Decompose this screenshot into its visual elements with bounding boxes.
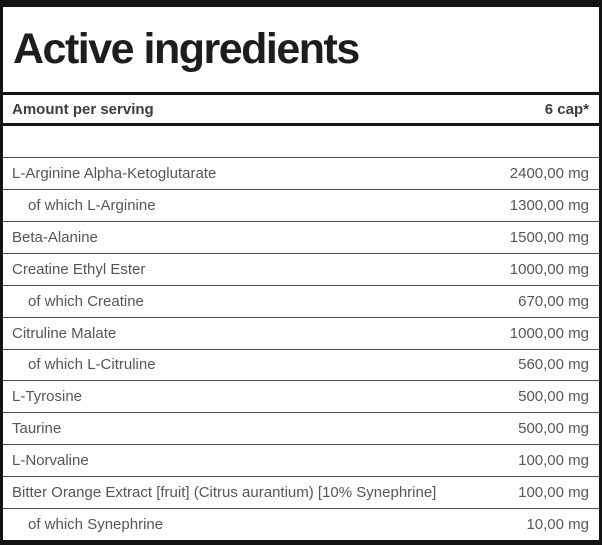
ingredient-amount: 100,00 mg bbox=[518, 484, 589, 502]
ingredient-amount: 10,00 mg bbox=[526, 516, 589, 534]
ingredient-name: L-Norvaline bbox=[12, 452, 89, 470]
ingredient-amount: 560,00 mg bbox=[518, 356, 589, 374]
ingredient-name: Bitter Orange Extract [fruit] (Citrus aurantium) [10% Synephrine] bbox=[12, 484, 437, 502]
table-row bbox=[3, 318, 599, 350]
page-title: Active ingredients bbox=[13, 25, 359, 73]
ingredient-name: L-Tyrosine bbox=[12, 388, 83, 406]
header-amount-per-serving: Amount per serving bbox=[12, 100, 154, 118]
table-row bbox=[3, 158, 599, 190]
ingredient-name: Creatine Ethyl Ester bbox=[12, 260, 146, 278]
ingredient-amount: 1500,00 mg bbox=[509, 228, 589, 246]
table-row bbox=[3, 254, 599, 286]
table-row bbox=[3, 413, 599, 445]
ingredient-name: of which Synephrine bbox=[28, 516, 164, 534]
ingredient-rows bbox=[3, 158, 599, 540]
table-row bbox=[3, 286, 599, 318]
table-row bbox=[3, 509, 599, 540]
table-row bbox=[3, 445, 599, 477]
ingredient-name: Taurine bbox=[12, 420, 62, 438]
table-header-row bbox=[3, 92, 599, 126]
ingredient-amount: 1000,00 mg bbox=[509, 260, 589, 278]
ingredient-amount: 670,00 mg bbox=[518, 292, 589, 310]
header-serving-size: 6 cap* bbox=[544, 100, 589, 118]
table-row bbox=[3, 190, 599, 222]
ingredient-name: of which L-Arginine bbox=[28, 196, 156, 214]
ingredient-name: of which L-Citruline bbox=[28, 356, 156, 374]
ingredient-amount: 100,00 mg bbox=[518, 452, 589, 470]
table-row bbox=[3, 381, 599, 413]
ingredient-amount: 500,00 mg bbox=[518, 420, 589, 438]
ingredient-amount: 2400,00 mg bbox=[509, 164, 589, 182]
ingredient-amount: 1300,00 mg bbox=[509, 196, 589, 214]
ingredient-name: Citruline Malate bbox=[12, 324, 117, 342]
ingredient-name: Beta-Alanine bbox=[12, 228, 98, 246]
ingredient-name: L-Arginine Alpha-Ketoglutarate bbox=[12, 164, 217, 182]
table-row bbox=[3, 477, 599, 509]
ingredient-amount: 500,00 mg bbox=[518, 388, 589, 406]
table-row bbox=[3, 222, 599, 254]
title-block bbox=[3, 7, 599, 92]
spacer-row bbox=[3, 126, 599, 158]
ingredient-name: of which Creatine bbox=[28, 292, 144, 310]
table-row bbox=[3, 350, 599, 382]
ingredient-amount: 1000,00 mg bbox=[509, 324, 589, 342]
